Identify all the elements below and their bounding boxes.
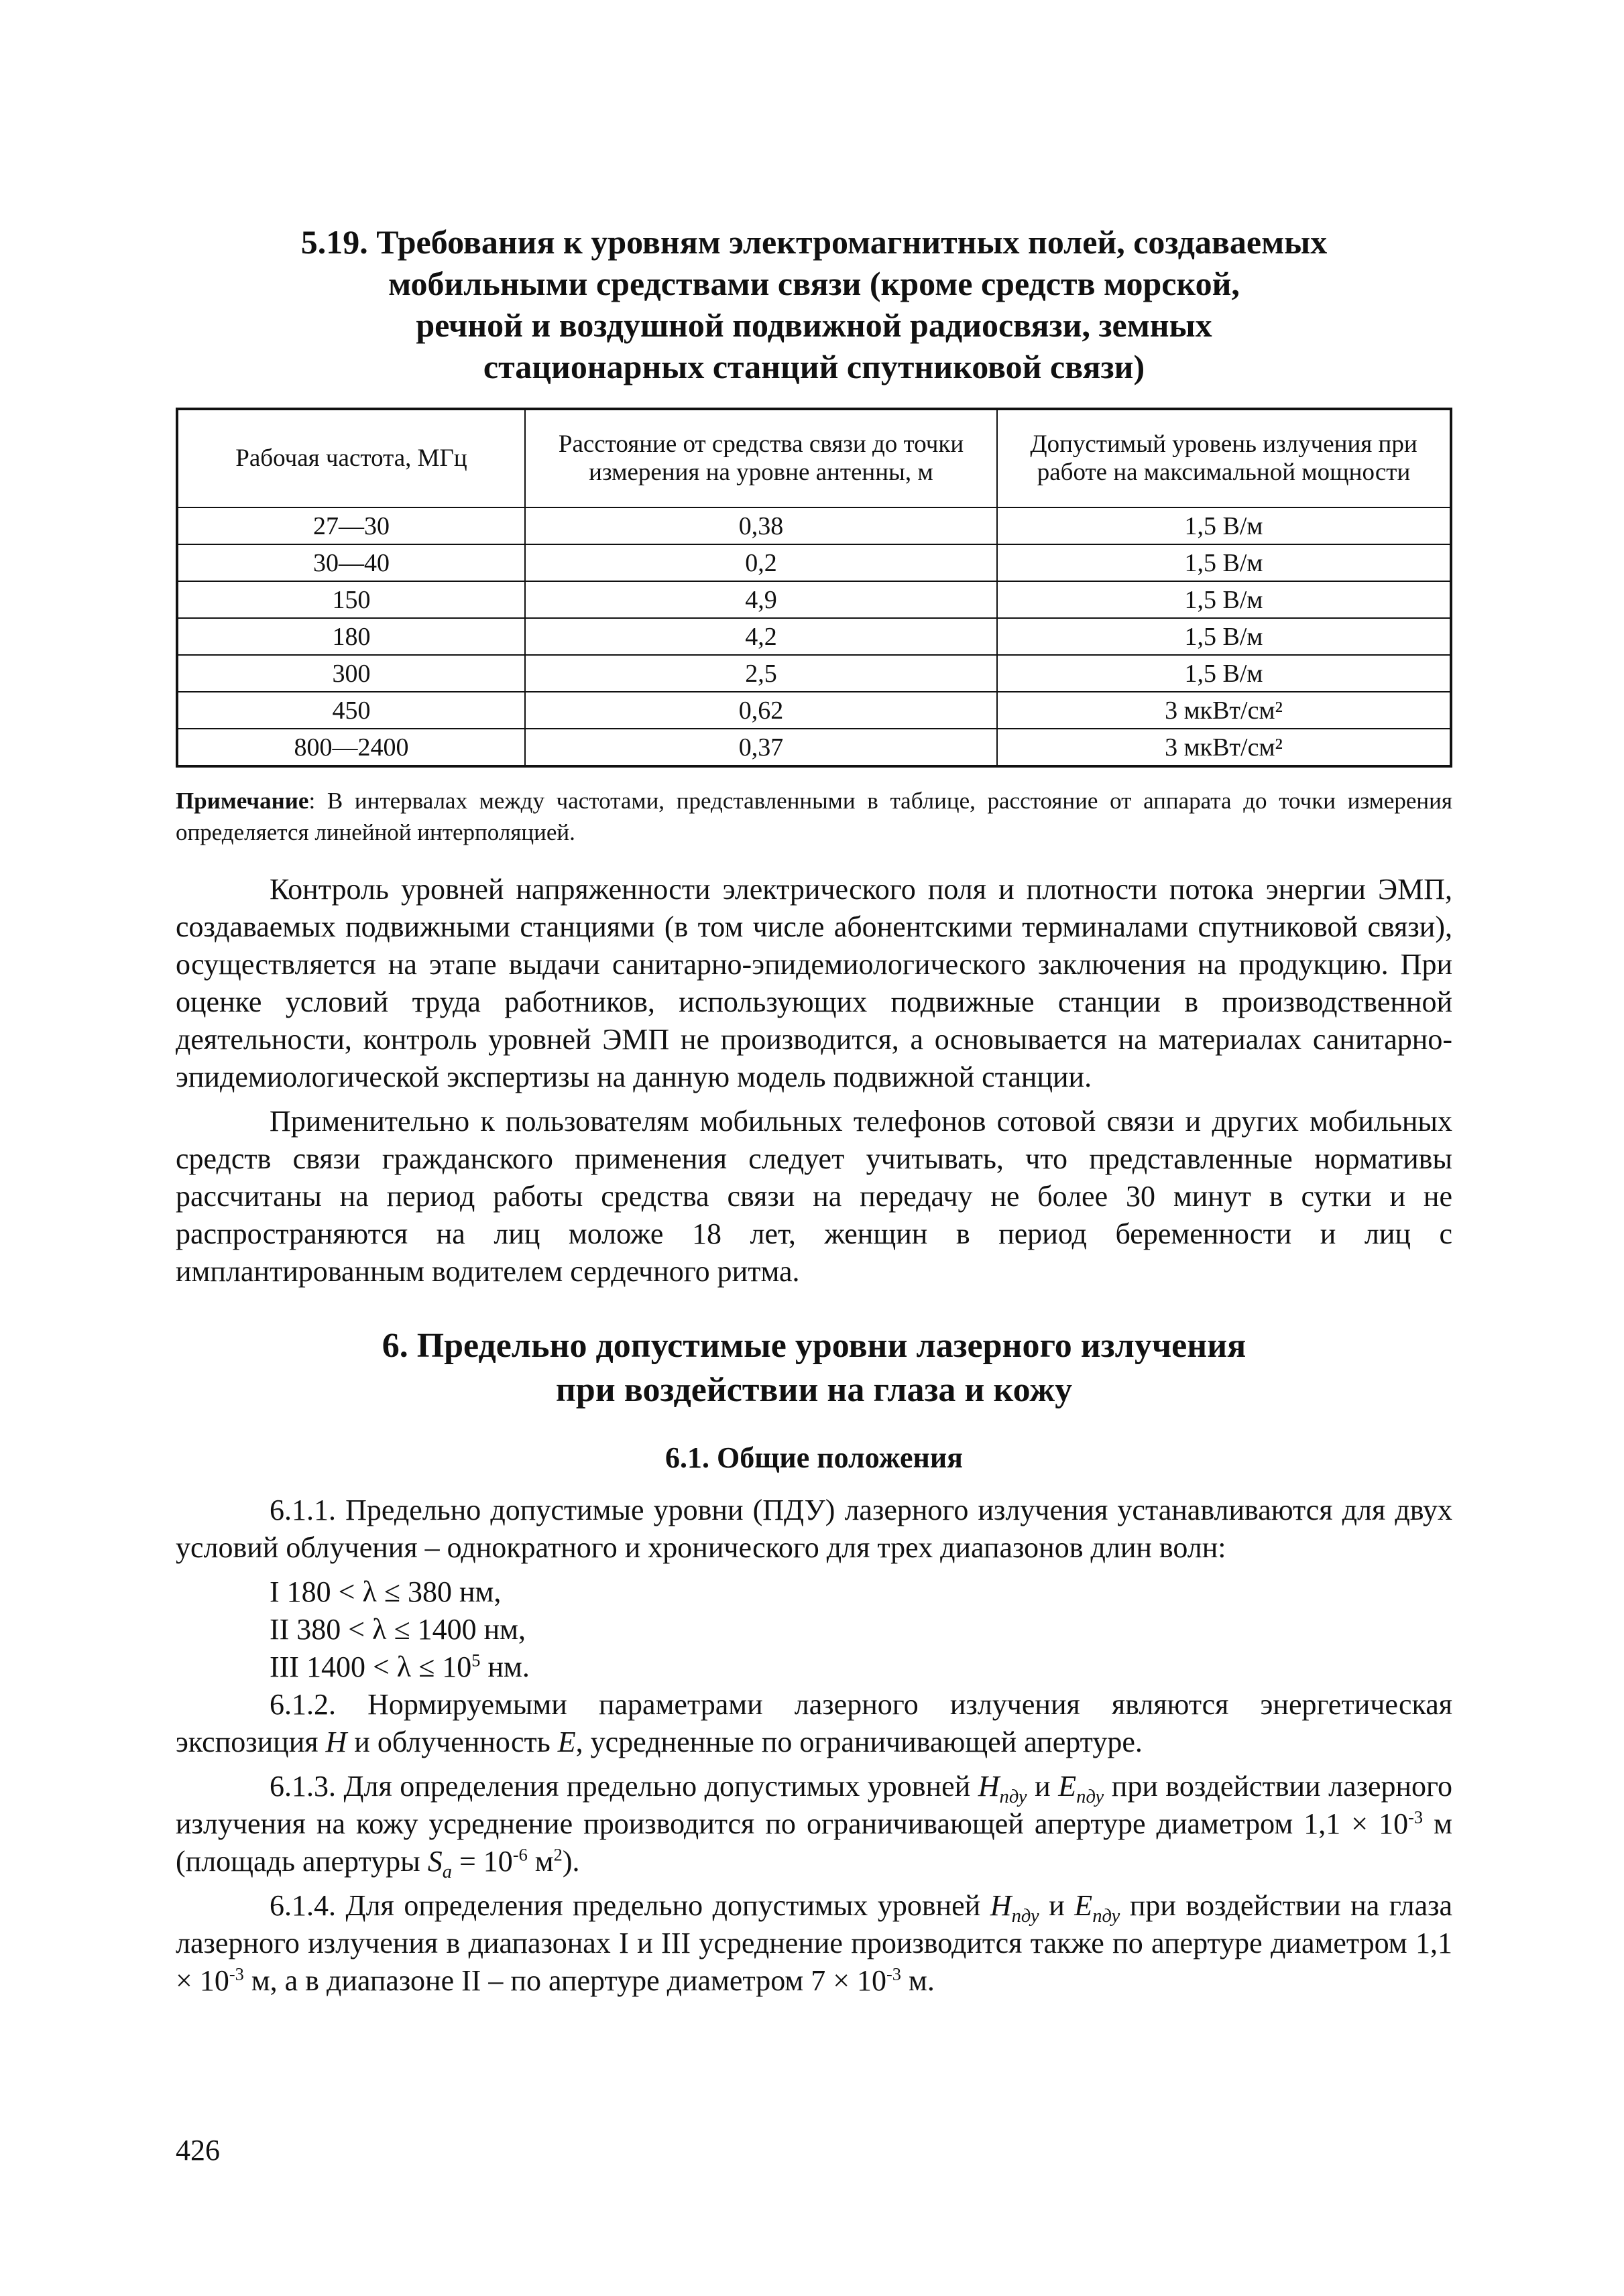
clause-6-1-4-c: м, а в диапазоне II – по апертуре диаметром 7 × 10	[243, 1964, 887, 1997]
table-row	[177, 618, 1451, 655]
clause-6-1-3-f: ).	[562, 1845, 580, 1878]
subscript-pdu: пду	[1092, 1905, 1120, 1927]
header-level: Допустимый уровень излучения при работе на максимальной мощности	[997, 409, 1451, 507]
clause-6-1-2-a: 6.1.2. Нормируемыми параметрами лазерного излучения являются энергетическая экспозиция	[176, 1688, 1452, 1758]
cell-frequency: 150	[177, 581, 525, 618]
table-row	[177, 507, 1451, 544]
conjunction: и	[1027, 1770, 1059, 1803]
table-row	[177, 692, 1451, 729]
cell-distance: 4,2	[525, 618, 997, 655]
cell-frequency: 450	[177, 692, 525, 729]
cell-distance: 0,62	[525, 692, 997, 729]
cell-level: 1,5 В/м	[997, 544, 1451, 581]
cell-frequency: 30—40	[177, 544, 525, 581]
cell-level: 1,5 В/м	[997, 618, 1451, 655]
cell-level: 1,5 В/м	[997, 581, 1451, 618]
document-page	[176, 221, 1452, 2006]
exponent: -3	[886, 1963, 901, 1984]
section-6-line-1: 6. Предельно допустимые уровни лазерного излучения	[382, 1327, 1246, 1365]
clause-6-1-4	[176, 1887, 1452, 2000]
symbol-e: E	[557, 1726, 576, 1758]
section-6-line-2: при воздействии на глаза и кожу	[555, 1371, 1073, 1409]
cell-distance: 2,5	[525, 655, 997, 692]
conjunction: и	[1039, 1889, 1075, 1922]
range-iii-exponent: 5	[471, 1650, 481, 1671]
clause-6-1-3-b: при воздействии лазерного излучения на кожу усреднение производится по ограничивающей апертуре диаметром 1,1 × 10	[176, 1770, 1452, 1840]
clause-6-1-4-d: м.	[901, 1964, 935, 1997]
cell-distance: 4,9	[525, 581, 997, 618]
subscript-pdu: пду	[1011, 1905, 1039, 1927]
table-row	[177, 581, 1451, 618]
clause-6-1-3-c: м (площадь апертуры	[176, 1807, 1452, 1878]
cell-distance: 0,2	[525, 544, 997, 581]
range-ii: II 380 < λ ≤ 1400 нм,	[270, 1613, 526, 1646]
note-label: Примечание	[176, 788, 309, 814]
page-number: 426	[176, 2134, 220, 2167]
cell-distance: 0,37	[525, 729, 997, 766]
symbol-e: E	[1058, 1770, 1077, 1803]
range-iii	[176, 1648, 1452, 1686]
exponent: -3	[1408, 1807, 1424, 1827]
symbol-e: E	[1074, 1889, 1093, 1922]
range-i: I 180 < λ ≤ 380 нм,	[270, 1575, 502, 1608]
subscript-pdu: пду	[1076, 1786, 1104, 1807]
header-frequency: Рабочая частота, МГц	[177, 409, 525, 507]
clause-6-1-1: 6.1.1. Предельно допустимые уровни (ПДУ) лазерного излучения устанавливаются для двух условий облучения – однократного и хронического для трех диапазонов длин волн:	[176, 1494, 1452, 1564]
exponent: -6	[512, 1844, 528, 1865]
title-line-2: мобильными средствами связи (кроме средств морской,	[388, 265, 1240, 302]
emf-norms-table	[176, 408, 1452, 768]
table-row	[177, 544, 1451, 581]
subsection-6-1-heading: 6.1. Общие положения	[665, 1441, 963, 1474]
exponent: 2	[553, 1844, 563, 1865]
clause-6-1-4-b: при воздействии на глаза лазерного излучения в диапазонах I и III усреднение производится также по апертуре диаметром 1,1 × 10	[176, 1889, 1453, 1997]
clause-6-1-2-b: и облученность	[347, 1726, 558, 1758]
range-iii-start: III 1400 < λ ≤ 10	[270, 1650, 472, 1683]
table-header-row	[177, 409, 1451, 507]
symbol-h: H	[990, 1889, 1012, 1922]
clause-6-1-3-e: м	[527, 1845, 554, 1878]
table-row	[177, 729, 1451, 766]
clause-6-1-3	[176, 1768, 1452, 1880]
subscript-a: a	[442, 1861, 452, 1882]
paragraph-mobile-users: Применительно к пользователям мобильных телефонов сотовой связи и других мобильных средств связи гражданского применения следует учитывать, что представленные нормативы рассчитаны на период работы средства связи на передачу не более 30 минут в сутки и не распространяются на лиц моложе 18 лет, женщин в период беременности и лиц с имплантированным водителем сердечного ритма.	[176, 1105, 1452, 1288]
cell-frequency: 180	[177, 618, 525, 655]
cell-level: 1,5 В/м	[997, 655, 1451, 692]
title-line-4: стационарных станций спутниковой связи)	[483, 348, 1145, 385]
title-line-1: 5.19. Требования к уровням электромагнитных полей, создаваемых	[300, 223, 1328, 261]
paragraph-control: Контроль уровней напряженности электрического поля и плотности потока энергии ЭМП, создаваемых подвижными станциями (в том числе абонентскими терминалами спутниковой связи), осуществляется на этапе выдачи санитарно-эпидемиологического заключения на продукцию. При оценке условий труда работников, использующих подвижные станции в производственной деятельности, контроль уровней ЭМП не производится, а основывается на материалах санитарно-эпидемиологической экспертизы на данную модель подвижной станции.	[176, 873, 1452, 1093]
clause-6-1-2-c: , усредненные по ограничивающей апертуре.	[575, 1726, 1143, 1758]
cell-level: 3 мкВт/см²	[997, 729, 1451, 766]
cell-frequency: 300	[177, 655, 525, 692]
table-row	[177, 655, 1451, 692]
note-text: : В интервалах между частотами, представленными в таблице, расстояние от аппарата до точки измерения определяется линейной интерполяцией.	[176, 788, 1452, 845]
symbol-s: S	[427, 1845, 443, 1878]
clause-6-1-3-a: 6.1.3. Для определения предельно допустимых уровней	[270, 1770, 978, 1803]
section-title	[176, 221, 1452, 387]
cell-frequency: 27—30	[177, 507, 525, 544]
exponent: -3	[229, 1963, 244, 1984]
header-distance: Расстояние от средства связи до точки измерения на уровне антенны, м	[525, 409, 997, 507]
clause-6-1-4-a: 6.1.4. Для определения предельно допустимых уровней	[270, 1889, 990, 1922]
cell-frequency: 800—2400	[177, 729, 525, 766]
clause-6-1-2	[176, 1686, 1452, 1761]
table-note	[176, 785, 1452, 848]
clause-6-1-3-d: = 10	[451, 1845, 513, 1878]
range-iii-end: нм.	[480, 1650, 530, 1683]
subscript-pdu: пду	[999, 1786, 1027, 1807]
symbol-h: H	[978, 1770, 1000, 1803]
cell-level: 3 мкВт/см²	[997, 692, 1451, 729]
symbol-h: H	[325, 1726, 347, 1758]
cell-distance: 0,38	[525, 507, 997, 544]
section-6-heading	[176, 1324, 1452, 1412]
title-line-3: речной и воздушной подвижной радиосвязи, земных	[416, 306, 1212, 344]
cell-level: 1,5 В/м	[997, 507, 1451, 544]
